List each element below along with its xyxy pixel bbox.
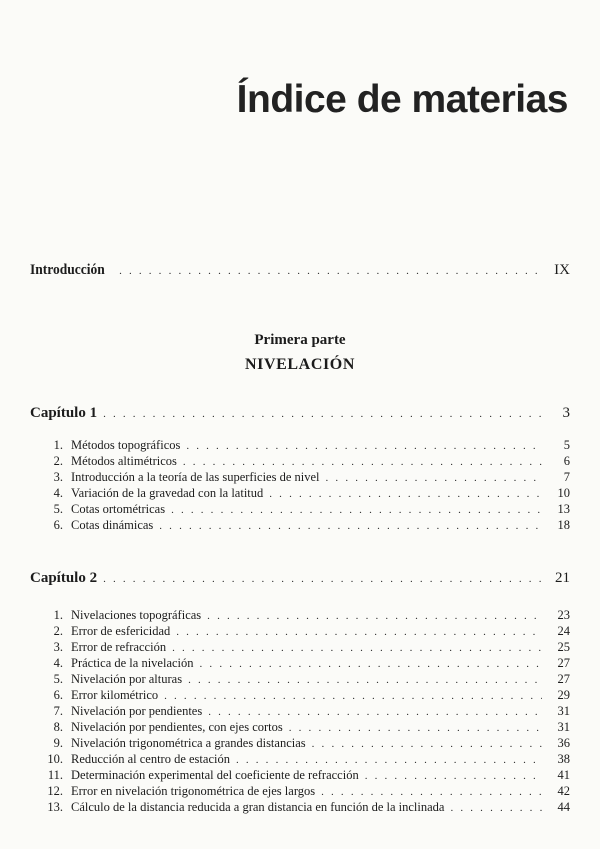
toc-entry-page: 41	[557, 768, 570, 782]
toc-entry-row	[43, 672, 570, 687]
toc-intro-row	[30, 262, 570, 279]
toc-entry-page: 6	[563, 454, 570, 468]
toc-entry-number: 4.	[53, 656, 63, 670]
chapter-label: Capítulo 1	[30, 405, 98, 421]
toc-chapter-row	[30, 405, 570, 422]
toc-entry-number: 1.	[53, 438, 63, 452]
dot-leader	[186, 440, 542, 452]
toc-entry-number: 6.	[53, 518, 63, 532]
toc-entry-number: 5.	[53, 502, 63, 516]
toc-entry-text: Cálculo de la distancia reducida a gran distancia en función de la inclinada	[71, 800, 445, 814]
toc-entry-number: 12.	[47, 784, 63, 798]
toc-intro-label: Introducción	[30, 262, 105, 278]
toc-entry-page: 44	[557, 800, 570, 814]
toc-entry-text: Nivelaciones topográficas	[71, 608, 202, 622]
part-subtitle: NIVELACIÓN	[244, 356, 355, 373]
toc-entry-number: 2.	[53, 624, 63, 638]
toc-entry-row	[43, 720, 570, 735]
toc-entry-page: 31	[557, 704, 570, 718]
toc-entry-row	[43, 502, 570, 517]
toc-entry-text: Nivelación trigonométrica a grandes distancias	[71, 736, 306, 750]
toc-entry-page: 27	[557, 672, 570, 686]
toc-entry-number: 6.	[53, 688, 63, 702]
dot-leader	[172, 642, 542, 654]
dot-leader	[103, 573, 542, 585]
toc-entry-row	[43, 704, 570, 719]
toc-entry-row	[43, 518, 570, 533]
toc-entry-row	[43, 470, 570, 485]
toc-entry-row	[43, 454, 570, 469]
toc-entry-page: 36	[557, 736, 570, 750]
toc-entry-row	[43, 608, 570, 623]
toc-entry-page: 23	[557, 608, 570, 622]
toc-entry-text: Métodos altimétricos	[71, 454, 177, 468]
toc-entry-page: 25	[557, 640, 570, 654]
dot-leader	[103, 408, 542, 420]
dot-leader	[450, 802, 542, 814]
toc-entry-text: Nivelación por pendientes, con ejes cortos	[71, 720, 283, 734]
toc-entry-row	[43, 736, 570, 751]
dot-leader	[207, 610, 542, 622]
toc-entry-text: Error en nivelación trigonométrica de ejes largos	[71, 784, 316, 798]
toc-entry-text: Nivelación por alturas	[71, 672, 183, 686]
dot-leader	[326, 472, 542, 484]
toc-entry-number: 4.	[53, 486, 63, 500]
toc-entry-number: 5.	[53, 672, 63, 686]
dot-leader	[365, 770, 542, 782]
dot-leader	[321, 786, 542, 798]
toc-entry-row	[43, 688, 570, 703]
toc-entry-page: 29	[557, 688, 570, 702]
toc-entry-page: 18	[557, 518, 570, 532]
dot-leader	[183, 456, 542, 468]
dot-leader	[269, 488, 542, 500]
toc-entry-text: Reducción al centro de estación	[71, 752, 230, 766]
page-title: Índice de materias	[236, 78, 568, 121]
toc-entry-number: 1.	[53, 608, 63, 622]
toc-entry-text: Nivelación por pendientes	[71, 704, 203, 718]
toc-entry-page: 42	[557, 784, 570, 798]
dot-leader	[208, 706, 542, 718]
toc-entry-row	[43, 486, 570, 501]
dot-leader	[289, 722, 542, 734]
toc-entry-row	[43, 752, 570, 767]
dot-leader	[176, 626, 542, 638]
toc-entry-row	[43, 656, 570, 671]
toc-entry-number: 2.	[53, 454, 63, 468]
toc-entry-number: 10.	[47, 752, 63, 766]
toc-chapter-row	[30, 570, 570, 587]
toc-entry-row	[43, 624, 570, 639]
dot-leader	[188, 674, 542, 686]
toc-intro-page: IX	[554, 262, 570, 278]
toc-entry-number: 9.	[53, 736, 63, 750]
toc-entry-text: Introducción a la teoría de las superficies de nivel	[71, 470, 320, 484]
toc-entry-page: 38	[557, 752, 570, 766]
dot-leader	[312, 738, 542, 750]
toc-entry-page: 27	[557, 656, 570, 670]
toc-entry-text: Métodos topográficos	[71, 438, 181, 452]
toc-entry-number: 13.	[47, 800, 63, 814]
toc-entry-text: Variación de la gravedad con la latitud	[71, 486, 264, 500]
toc-entry-text: Error kilométrico	[71, 688, 159, 702]
toc-entry-number: 3.	[53, 470, 63, 484]
toc-entry-number: 8.	[53, 720, 63, 734]
toc-entry-row	[43, 768, 570, 783]
toc-entry-text: Cotas ortométricas	[71, 502, 166, 516]
toc-entry-text: Error de esfericidad	[71, 624, 171, 638]
toc-entry-row	[43, 800, 570, 815]
dot-leader	[200, 658, 542, 670]
toc-entry-page: 5	[563, 438, 570, 452]
part-title: Primera parte	[254, 332, 346, 348]
dot-leader	[171, 504, 542, 516]
chapter-label: Capítulo 2	[30, 570, 98, 586]
dot-leader	[164, 690, 542, 702]
dot-leader	[119, 265, 542, 277]
toc-entry-row	[43, 438, 570, 453]
toc-entry-number: 7.	[53, 704, 63, 718]
dot-leader	[159, 520, 542, 532]
toc-entry-number: 3.	[53, 640, 63, 654]
toc-entry-number: 11.	[47, 768, 63, 782]
toc-entry-page: 10	[557, 486, 570, 500]
chapter-page: 21	[555, 570, 570, 586]
dot-leader	[236, 754, 542, 766]
toc-entry-text: Práctica de la nivelación	[71, 656, 194, 670]
toc-entry-text: Cotas dinámicas	[71, 518, 154, 532]
toc-entry-page: 24	[557, 624, 570, 638]
toc-entry-text: Determinación experimental del coeficiente de refracción	[71, 768, 359, 782]
chapter-page: 3	[562, 405, 570, 421]
toc-entry-page: 31	[557, 720, 570, 734]
toc-entry-page: 7	[563, 470, 570, 484]
toc-entry-row	[43, 784, 570, 799]
toc-entry-text: Error de refracción	[71, 640, 167, 654]
toc-entry-row	[43, 640, 570, 655]
toc-entry-page: 13	[557, 502, 570, 516]
